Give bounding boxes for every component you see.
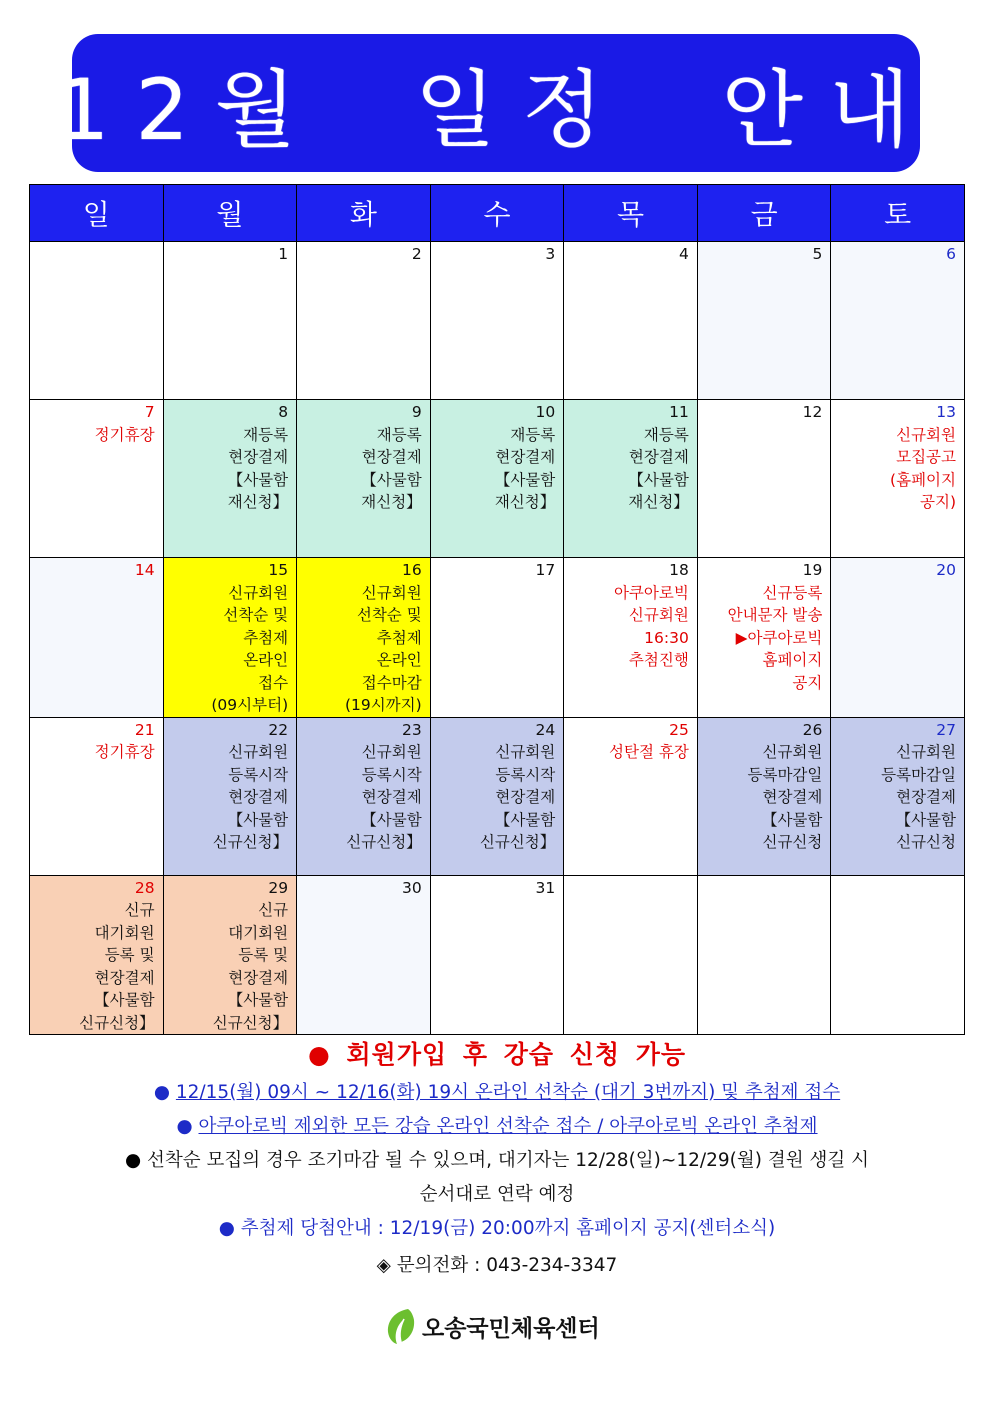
day-number: 19 [802, 561, 823, 579]
bullet-dot-icon: ● [153, 1082, 170, 1103]
day-cell [564, 875, 698, 1035]
day-event: 재등록 현장결제 【사물함 재신청】 [361, 425, 422, 511]
bullet-dot-icon: ● [124, 1150, 142, 1171]
weekday-tue: 화 [297, 185, 431, 242]
day-cell [297, 558, 431, 718]
day-cell [831, 558, 965, 718]
day-number: 16 [401, 561, 422, 579]
weekday-sat: 토 [831, 185, 965, 242]
day-number: 10 [535, 403, 556, 421]
day-cell [831, 875, 965, 1035]
day-cell [564, 717, 698, 875]
title-banner [56, 34, 937, 172]
day-number: 17 [535, 561, 556, 579]
day-event: 신규회원 등록시작 현장결제 【사물함 신규신청】 [479, 743, 556, 851]
day-cell [163, 875, 297, 1035]
day-number: 8 [278, 403, 289, 421]
day-event: 정기휴장 [94, 425, 155, 444]
weekday-wed: 수 [430, 185, 564, 242]
day-cell [430, 875, 564, 1035]
day-event: 재등록 현장결제 【사물함 재신청】 [494, 425, 556, 511]
day-cell [30, 875, 164, 1035]
day-cell [430, 717, 564, 875]
day-cell [30, 717, 164, 875]
notes-line-2-text: 아쿠아로빅 제외한 모든 강습 온라인 선착순 접수 / 아쿠아로빅 온라인 추첨제 [198, 1116, 818, 1137]
day-number: 18 [669, 561, 689, 579]
notes-headline [29, 1036, 965, 1076]
day-number: 26 [802, 720, 823, 739]
day-cell [30, 400, 164, 558]
weekday-fri: 금 [697, 185, 831, 242]
day-cell [163, 400, 297, 558]
day-cell [697, 400, 831, 558]
day-number: 31 [535, 878, 556, 897]
leaf-logo-icon [382, 1306, 418, 1346]
day-cell [697, 875, 831, 1035]
weekday-mon: 월 [163, 185, 297, 242]
day-cell [564, 558, 698, 718]
day-event: 신규회원 선착순 및 추첨제 온라인 접수마감 (19시까지) [344, 583, 422, 714]
notes-line-4 [29, 1212, 965, 1246]
notes-line-2 [29, 1110, 965, 1144]
day-number: 2 [411, 245, 422, 263]
day-cell [297, 717, 431, 875]
day-number: 20 [936, 561, 956, 579]
notes-line-4-text: 추첨제 당첨안내 : 12/19(금) 20:00까지 홈페이지 공지(센터소식) [240, 1218, 776, 1239]
day-event: 신규회원 모집공고 (홈페이지 공지) [890, 425, 956, 511]
day-cell [430, 558, 564, 718]
day-number: 21 [134, 720, 155, 739]
day-number: 13 [936, 403, 956, 421]
notes-headline-text: 회원가입 후 강습 신청 가능 [346, 1040, 686, 1069]
day-event: 신규등록 안내문자 발송 ▶아쿠아로빅 홈페이지 공지 [727, 583, 823, 692]
day-number: 30 [401, 878, 422, 897]
bullet-dot-icon: ● [176, 1116, 193, 1137]
day-number: 24 [535, 720, 556, 739]
weekday-header-row [30, 185, 965, 242]
calendar-table [29, 184, 965, 1035]
day-number: 11 [669, 403, 689, 421]
week-row [30, 875, 965, 1035]
day-event: 재등록 현장결제 【사물함 재신청】 [628, 425, 689, 511]
day-number: 27 [936, 720, 956, 739]
week-row [30, 242, 965, 400]
day-cell [30, 558, 164, 718]
day-number: 9 [411, 403, 422, 421]
day-event: 재등록 현장결제 【사물함 재신청】 [227, 425, 289, 511]
week-row [30, 558, 965, 718]
day-event: 신규회원 등록마감일 현장결제 【사물함 신규신청 [881, 743, 956, 851]
day-event: 성탄절 휴장 [609, 743, 689, 761]
day-event: 신규회원 선착순 및 추첨제 온라인 접수 (09시부터) [211, 583, 289, 714]
center-logo [382, 1306, 600, 1346]
day-cell [163, 242, 297, 400]
day-number: 28 [134, 878, 155, 897]
day-number: 7 [144, 403, 155, 421]
day-number: 4 [678, 245, 689, 263]
day-cell [831, 242, 965, 400]
day-cell [697, 717, 831, 875]
day-cell [697, 242, 831, 400]
page-title: 12월 일정 안내 [56, 60, 937, 159]
notes-line-3-cont-text: 순서대로 연락 예정 [419, 1184, 575, 1205]
notes-line-1-text: 12/15(월) 09시 ~ 12/16(화) 19시 온라인 선착순 (대기 3번까지) 및 추첨제 접수 [175, 1082, 841, 1103]
day-number: 5 [812, 245, 823, 263]
day-cell [297, 875, 431, 1035]
day-cell [30, 242, 164, 400]
day-event: 신규회원 등록시작 현장결제 【사물함 신규신청】 [346, 743, 422, 851]
day-number: 12 [802, 403, 823, 421]
day-cell [430, 400, 564, 558]
day-number: 15 [268, 561, 289, 579]
day-cell [831, 400, 965, 558]
day-event: 신규 대기회원 등록 및 현장결제 【사물함 신규신청】 [79, 901, 155, 1032]
day-cell [297, 242, 431, 400]
notes-section [29, 1036, 965, 1286]
day-cell [297, 400, 431, 558]
bullet-dot-icon: ● [307, 1040, 331, 1069]
week-row [30, 400, 965, 558]
notes-line-1 [29, 1076, 965, 1110]
week-row [30, 717, 965, 875]
weekday-thu: 목 [564, 185, 698, 242]
day-cell [831, 717, 965, 875]
day-cell [163, 558, 297, 718]
day-number: 22 [268, 720, 289, 739]
day-number: 23 [401, 720, 422, 739]
day-cell [564, 242, 698, 400]
bullet-dot-icon: ● [218, 1218, 235, 1239]
contact-phone: ◈ 문의전화 : 043-234-3347 [376, 1255, 618, 1276]
day-event: 아쿠아로빅 신규회원 16:30 추첨진행 [613, 583, 689, 669]
notes-line-3 [29, 1144, 965, 1178]
notes-line-3-cont [29, 1178, 965, 1212]
notes-line-3-text: 선착순 모집의 경우 조기마감 될 수 있으며, 대기자는 12/28(일)~12/29(월) 결원 생길 시 [147, 1150, 869, 1171]
day-number: 14 [134, 561, 155, 579]
day-cell [564, 400, 698, 558]
day-number: 1 [278, 245, 289, 263]
day-event: 신규회원 등록시작 현장결제 【사물함 신규신청】 [212, 743, 289, 851]
day-event: 정기휴장 [94, 743, 155, 761]
day-event: 신규 대기회원 등록 및 현장결제 【사물함 신규신청】 [212, 901, 289, 1032]
weekday-sun: 일 [30, 185, 164, 242]
day-event: 신규회원 등록마감일 현장결제 【사물함 신규신청 [747, 743, 823, 851]
day-number: 6 [946, 245, 956, 263]
day-cell [430, 242, 564, 400]
day-cell [697, 558, 831, 718]
logo-text: 오송국민체육센터 [422, 1315, 600, 1342]
day-number: 29 [268, 878, 289, 897]
day-number: 3 [545, 245, 556, 263]
day-cell [163, 717, 297, 875]
day-number: 25 [669, 720, 689, 739]
